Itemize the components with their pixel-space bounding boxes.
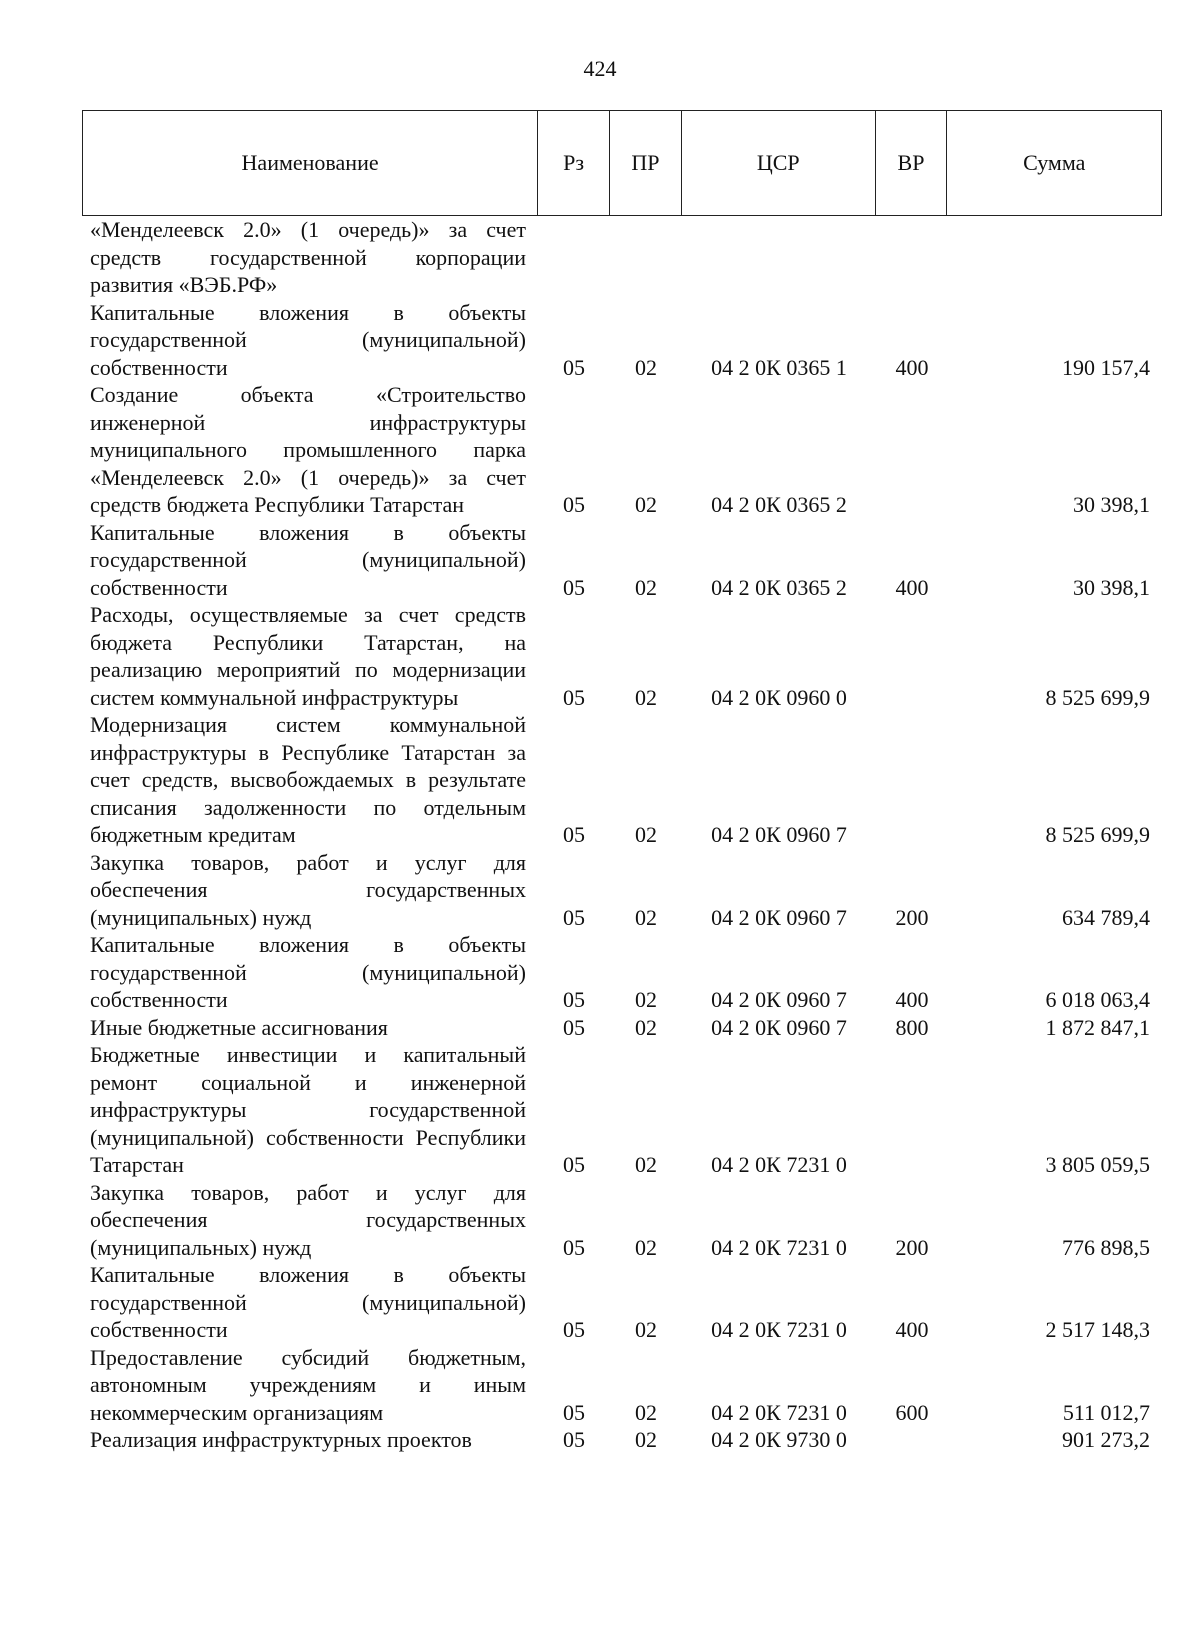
row-pr: 02: [635, 822, 657, 847]
row-name: Капитальные вложения в объекты государственной (муниципальной) собственности: [90, 932, 526, 1012]
table-row: [82, 931, 1162, 1014]
row-rz: 05: [563, 1014, 585, 1040]
row-sum: 8 525 699,9: [1045, 822, 1150, 847]
table-row: [82, 1041, 1162, 1179]
row-csr: 04 2 0К 7231 0: [711, 1152, 847, 1177]
row-rz: 05: [563, 1234, 585, 1260]
row-name: Расходы, осуществляемые за счет средств бюджета Республики Татарстан, на реализацию мероприятий по модернизации систем коммунальной инфраструктуры: [90, 602, 526, 710]
row-name: Закупка товаров, работ и услуг для обеспечения государственных (муниципальных) нужд: [90, 1179, 526, 1260]
row-pr: 02: [635, 1014, 657, 1040]
row-name: Бюджетные инвестиции и капитальный ремонт социальной и инженерной инфраструктуры государственной (муниципальной) собственности Республики Татарстан: [90, 1042, 526, 1177]
table-row: [82, 216, 1162, 299]
row-pr: 02: [635, 354, 657, 380]
row-vr: 400: [895, 1317, 929, 1342]
row-sum: 3 805 059,5: [1045, 1152, 1150, 1177]
row-vr: 200: [895, 1234, 929, 1260]
row-sum: 190 157,4: [1062, 354, 1150, 380]
row-sum: 776 898,5: [1062, 1234, 1150, 1260]
header-pr: ПР: [610, 111, 682, 215]
row-vr: 400: [895, 574, 929, 600]
row-sum: 30 398,1: [1073, 492, 1150, 517]
row-sum: 2 517 148,3: [1045, 1317, 1150, 1342]
row-csr: 04 2 0К 7231 0: [711, 1234, 847, 1260]
table-row: [82, 849, 1162, 932]
row-rz: 05: [563, 684, 585, 710]
table-row: [82, 519, 1162, 602]
row-name: Реализация инфраструктурных проектов: [90, 1427, 472, 1452]
page-number: 424: [583, 56, 617, 81]
table-row: [82, 1261, 1162, 1344]
table-row: [82, 1014, 1162, 1042]
row-pr: 02: [635, 904, 657, 930]
table-row: [82, 381, 1162, 519]
row-csr: 04 2 0К 0365 2: [711, 574, 847, 600]
row-vr: 200: [895, 904, 929, 930]
header-sum: Сумма: [1023, 150, 1086, 175]
row-csr: 04 2 0К 0960 7: [711, 1014, 847, 1040]
row-vr: 800: [895, 1014, 929, 1040]
row-rz: 05: [563, 574, 585, 600]
row-pr: 02: [635, 492, 657, 517]
row-pr: 02: [635, 574, 657, 600]
header-rz: Рз: [538, 111, 610, 215]
row-sum: 1 872 847,1: [1045, 1014, 1150, 1040]
row-name: Закупка товаров, работ и услуг для обеспечения государственных (муниципальных) нужд: [90, 849, 526, 930]
row-pr: 02: [635, 1317, 657, 1342]
table-row: [82, 1426, 1162, 1454]
row-name: Модернизация систем коммунальной инфраструктуры в Республике Татарстан за счет средств, высвобождаемых в результате списания задолженности по отдельным бюджетным кредитам: [90, 712, 526, 847]
row-sum: 634 789,4: [1062, 904, 1150, 930]
table-row: [82, 711, 1162, 849]
row-csr: 04 2 0К 0960 0: [711, 684, 847, 710]
table-row: [82, 299, 1162, 382]
row-rz: 05: [563, 1152, 585, 1177]
table-row: [82, 601, 1162, 711]
row-rz: 05: [563, 987, 585, 1012]
header-csr: ЦСР: [682, 111, 876, 215]
row-vr: 600: [895, 1399, 929, 1425]
header-name: Наименование: [83, 111, 538, 215]
row-rz: 05: [563, 1427, 585, 1452]
row-name: Создание объекта «Строительство инженерной инфраструктуры муниципального промышленного парка «Менделеевск 2.0» (1 очередь)» за счет средств бюджета Республики Татарстан: [90, 382, 526, 517]
row-sum: 6 018 063,4: [1045, 987, 1150, 1012]
row-rz: 05: [563, 1317, 585, 1342]
row-csr: 04 2 0К 0365 1: [711, 354, 847, 380]
row-csr: 04 2 0К 7231 0: [711, 1317, 847, 1342]
row-pr: 02: [635, 1234, 657, 1260]
table-row: [82, 1179, 1162, 1262]
row-csr: 04 2 0К 0960 7: [711, 987, 847, 1012]
row-csr: 04 2 0К 0365 2: [711, 492, 847, 517]
row-name: Капитальные вложения в объекты государственной (муниципальной) собственности: [90, 1262, 526, 1342]
header-vr: ВР: [876, 111, 948, 215]
table-row: [82, 1344, 1162, 1427]
row-pr: 02: [635, 1427, 657, 1452]
row-rz: 05: [563, 822, 585, 847]
row-csr: 04 2 0К 0960 7: [711, 822, 847, 847]
row-rz: 05: [563, 1399, 585, 1425]
row-pr: 02: [635, 1399, 657, 1425]
row-name: Капитальные вложения в объекты государственной (муниципальной) собственности: [90, 299, 526, 380]
row-pr: 02: [635, 1152, 657, 1177]
row-pr: 02: [635, 987, 657, 1012]
row-sum: 30 398,1: [1073, 574, 1150, 600]
row-vr: 400: [895, 987, 929, 1012]
row-csr: 04 2 0К 7231 0: [711, 1399, 847, 1425]
table-header: [82, 110, 1162, 216]
row-csr: 04 2 0К 0960 7: [711, 904, 847, 930]
row-rz: 05: [563, 492, 585, 517]
row-rz: 05: [563, 354, 585, 380]
row-name: «Менделеевск 2.0» (1 очередь)» за счет средств государственной корпорации развития «ВЭБ.РФ»: [90, 217, 526, 297]
row-name: Предоставление субсидий бюджетным, автономным учреждениям и иным некоммерческим организациям: [90, 1344, 526, 1425]
row-name: Иные бюджетные ассигнования: [90, 1014, 388, 1040]
row-rz: 05: [563, 904, 585, 930]
row-name: Капитальные вложения в объекты государственной (муниципальной) собственности: [90, 519, 526, 600]
table-body: [82, 216, 1162, 1454]
row-pr: 02: [635, 684, 657, 710]
row-sum: 8 525 699,9: [1045, 684, 1150, 710]
row-sum: 901 273,2: [1062, 1427, 1150, 1452]
row-sum: 511 012,7: [1062, 1399, 1150, 1425]
row-csr: 04 2 0К 9730 0: [711, 1427, 847, 1452]
row-vr: 400: [895, 354, 929, 380]
